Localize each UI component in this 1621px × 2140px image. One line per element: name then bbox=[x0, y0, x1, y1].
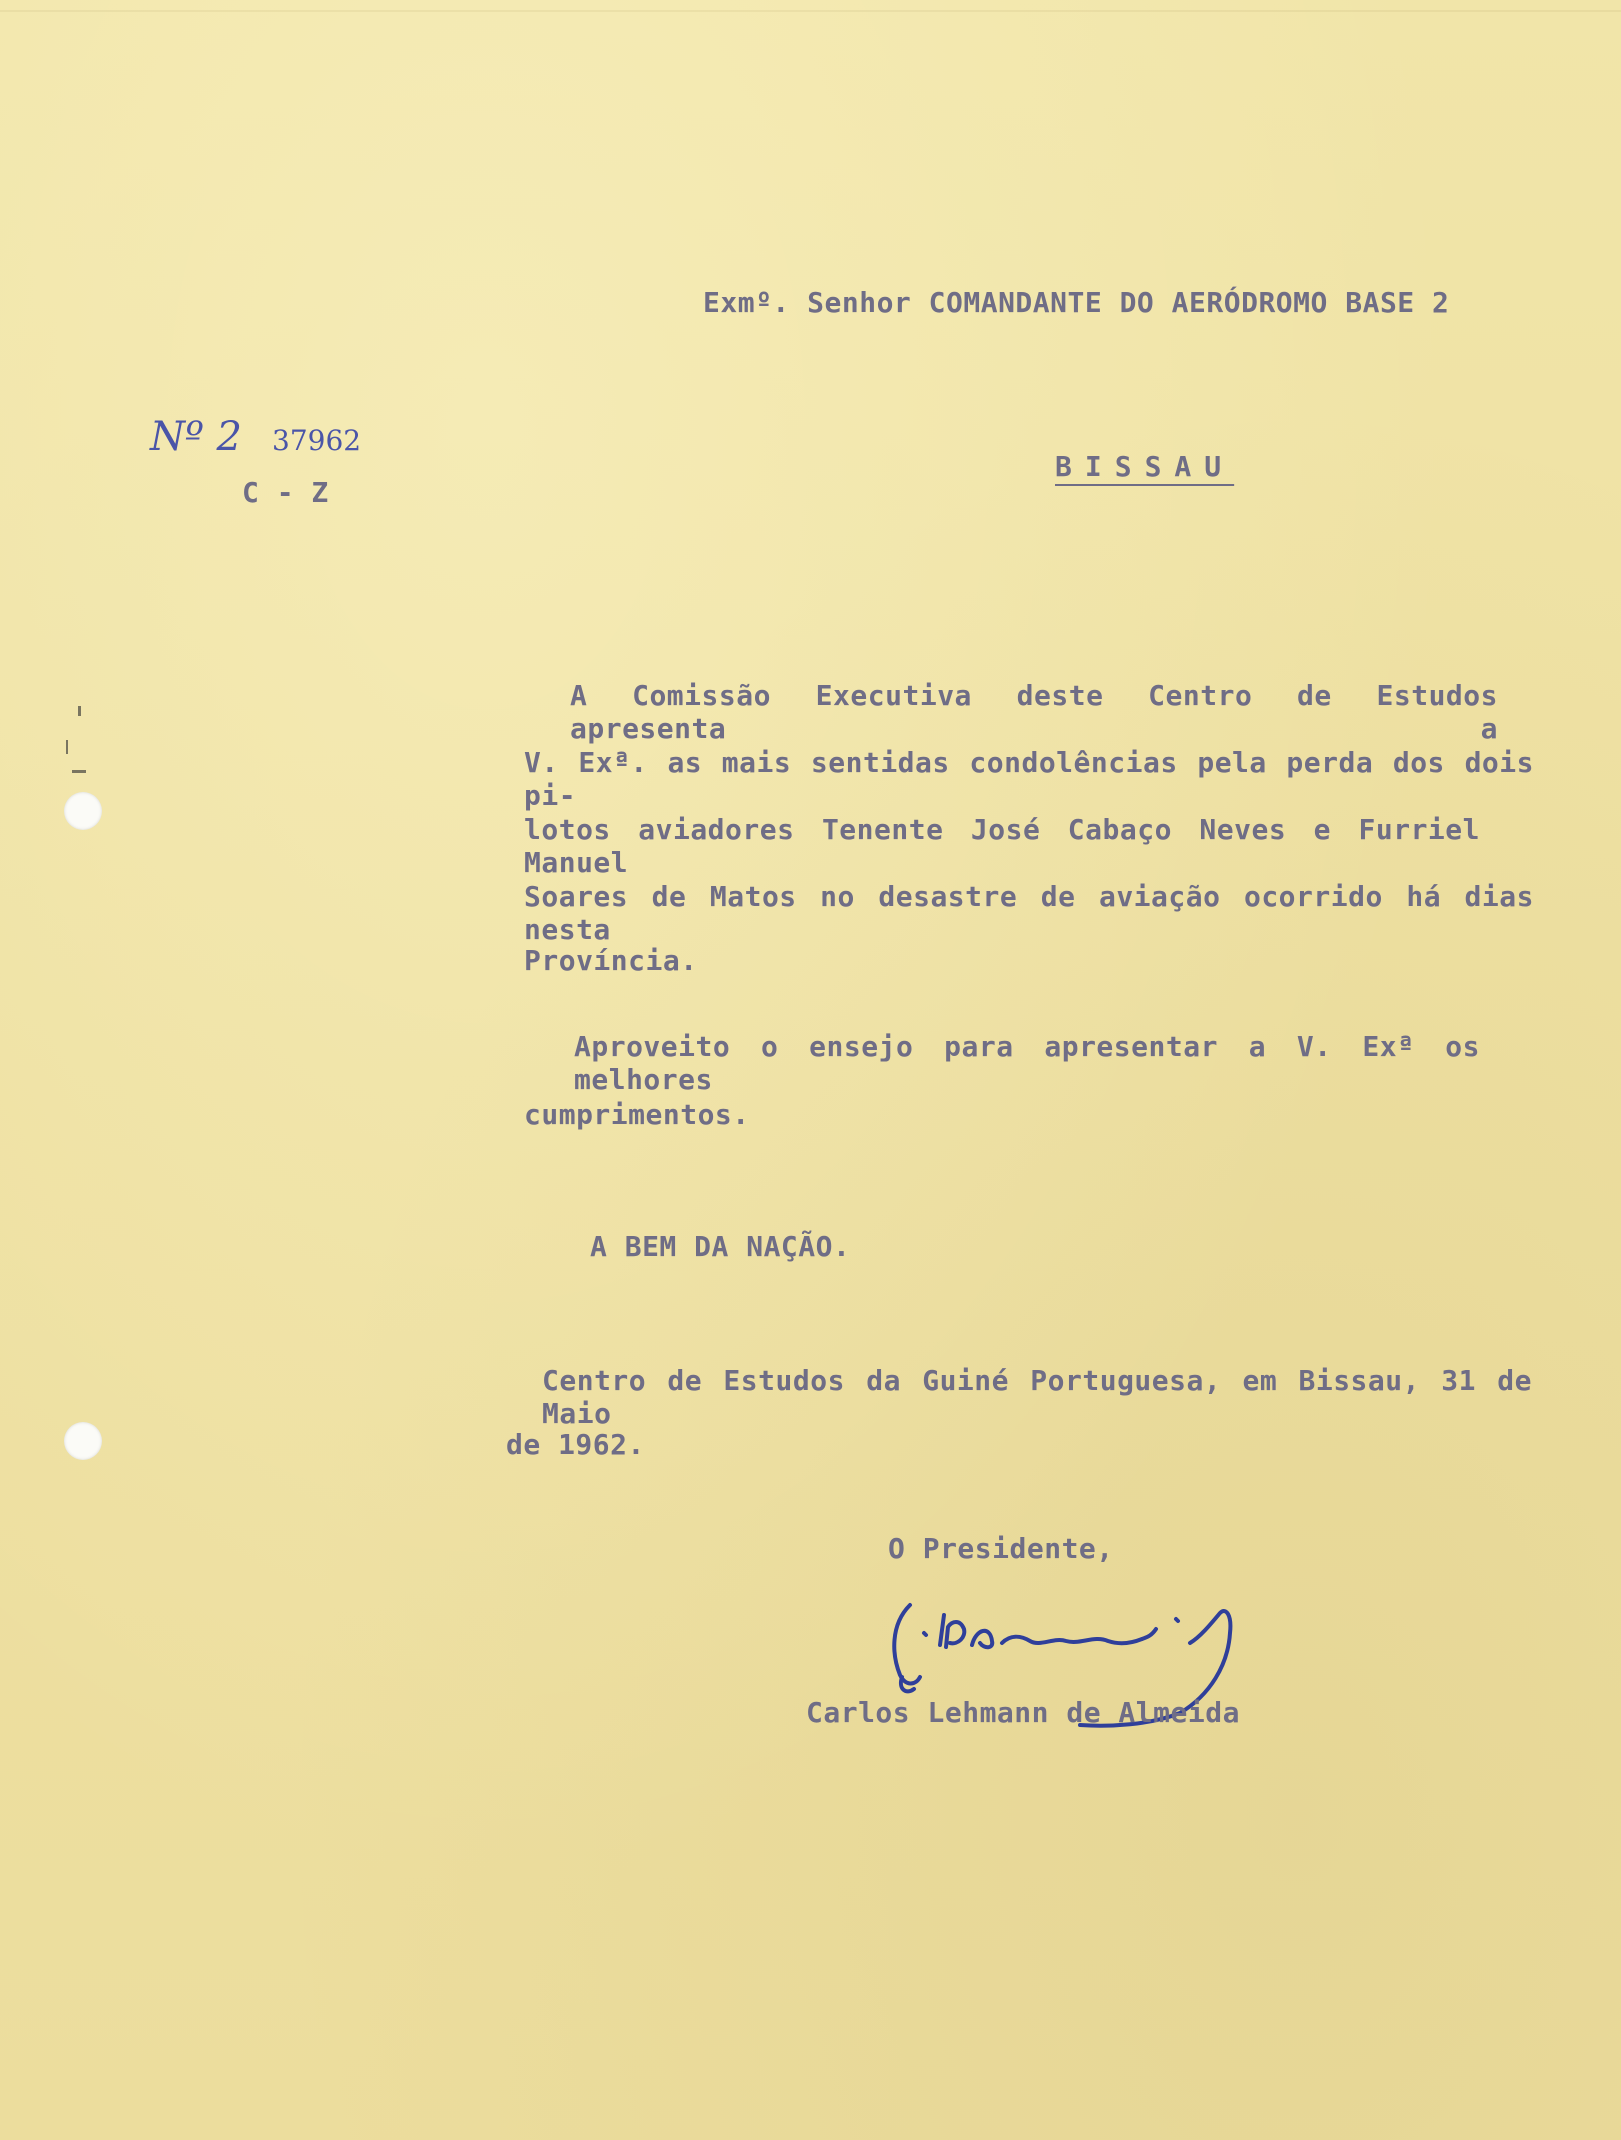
recipient-line: Exmº. Senhor COMANDANTE DO AERÓDROMO BASE 2 bbox=[703, 286, 1450, 319]
paragraph1-line: Soares de Matos no desastre de aviação ocorrido há dias nesta bbox=[524, 880, 1534, 946]
ink-mark bbox=[78, 706, 81, 716]
reference-code: C - Z bbox=[242, 476, 329, 509]
paragraph1-line: lotos aviadores Tenente José Cabaço Neves e Furriel Manuel bbox=[524, 813, 1480, 879]
paragraph2-line: cumprimentos. bbox=[524, 1098, 750, 1131]
ink-mark bbox=[72, 770, 86, 773]
city-heading: BISSAU bbox=[1055, 450, 1235, 483]
ink-mark bbox=[66, 740, 68, 754]
signatory-title: O Presidente, bbox=[888, 1532, 1114, 1565]
paragraph2-line: Aproveito o ensejo para apresentar a V. Exª os melhores bbox=[574, 1030, 1480, 1096]
place-date-line: de 1962. bbox=[506, 1428, 645, 1461]
reference-number-handwritten: Nº 2 bbox=[150, 414, 242, 460]
paper-edge bbox=[0, 10, 1621, 12]
paragraph1-line: A Comissão Executiva deste Centro de Estudos apresenta a bbox=[570, 679, 1498, 745]
binder-hole-top bbox=[64, 792, 102, 830]
signatory-name: Carlos Lehmann de Almeida bbox=[806, 1696, 1240, 1729]
reference-number-typed: 37962 bbox=[272, 424, 362, 457]
paragraph1-line: V. Exª. as mais sentidas condolências pela perda dos dois pi- bbox=[524, 746, 1534, 812]
place-date-line: Centro de Estudos da Guiné Portuguesa, em Bissau, 31 de Maio bbox=[542, 1364, 1532, 1430]
paragraph1-line: Província. bbox=[524, 944, 698, 977]
closing-formula: A BEM DA NAÇÃO. bbox=[590, 1230, 851, 1263]
binder-hole-bottom bbox=[64, 1422, 102, 1460]
